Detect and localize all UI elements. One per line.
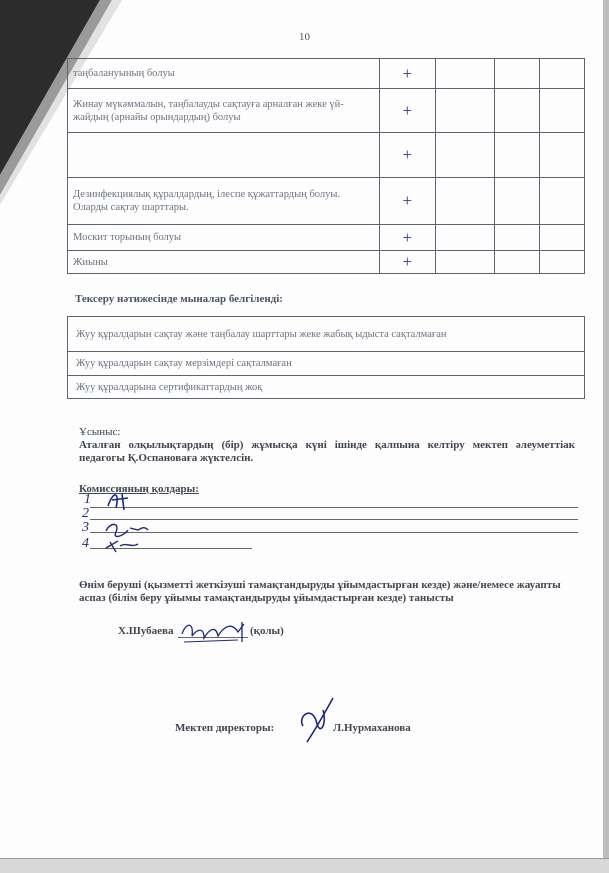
director-label: Мектеп директоры:	[175, 722, 275, 734]
finding-item: Жуу құралдарына сертификаттардың жоқ	[68, 376, 585, 399]
findings-table	[67, 316, 585, 399]
plus-mark: +	[379, 225, 435, 251]
plus-mark: +	[379, 251, 435, 274]
row-label: Жиыны	[68, 251, 380, 274]
signature-number: 3	[82, 520, 89, 535]
table-row	[68, 352, 585, 376]
signature-number: 4	[82, 536, 89, 551]
director-name: Л.Нурмаханова	[333, 722, 411, 734]
row-label: Дезинфекциялық құралдардың, ілеспе құжаттардың болуы. Оларды сақтау шарттары.	[68, 178, 380, 225]
row-label: Жинау мүкәммалын, таңбалауды сақтауға арналған жеке үй-жайдың (арнайы орындардың) болуы	[68, 89, 380, 133]
finding-item: Жуу құралдарын сақтау және таңбалау шарттары жеке жабық ыдыста сақталмаған	[68, 317, 585, 352]
recommendation-title: Ұсыныс:	[79, 426, 121, 438]
table-row	[68, 251, 585, 274]
producer-statement: Өнім беруші (қызметті жеткізуші тамақтандыруды ұйымдастырған кезде) және/немесе жауапты аспаз (білім беру ұйымы тамақтандыруды ұйымдастырған кезде) танысты	[79, 579, 561, 604]
signature-caption: (қолы)	[250, 625, 284, 637]
signature-scribble	[98, 486, 158, 556]
plus-mark: +	[379, 133, 435, 178]
row-label: таңбалануының болуы	[68, 59, 380, 89]
director-signature	[293, 696, 343, 746]
row-label	[68, 133, 380, 178]
table-row	[68, 317, 585, 352]
producer-name: Х.Шубаева	[118, 625, 174, 637]
table-row	[68, 89, 585, 133]
signature-number: 2	[82, 506, 89, 521]
finding-item: Жуу құралдарын сақтау мерзімдері сақталмаған	[68, 352, 585, 376]
table-row	[68, 178, 585, 225]
signature-line	[90, 519, 578, 520]
row-label: Москит торының болуы	[68, 225, 380, 251]
plus-mark: +	[379, 178, 435, 225]
signature-number: 1	[84, 492, 91, 507]
checklist-table	[67, 58, 585, 274]
page-number: 10	[299, 31, 310, 43]
recommendation-text: Аталған олқылықтардың (бір) жұмысқа күні ішінде қалпына келтіру мектеп әлеуметтіак педагогы Қ.Оспановаға жүктелсін.	[79, 439, 575, 464]
plus-mark: +	[379, 59, 435, 89]
table-row	[68, 225, 585, 251]
page-right-edge	[603, 0, 609, 872]
page-bottom-edge	[0, 858, 609, 873]
signature-line	[90, 532, 578, 533]
signature-line	[90, 507, 578, 508]
commission-title: Комиссияның қолдары:	[79, 483, 199, 495]
findings-heading: Тексеру нәтижесінде мыналар белгіленді:	[75, 293, 283, 305]
table-row	[68, 376, 585, 399]
table-row	[68, 133, 585, 178]
plus-mark: +	[379, 89, 435, 133]
table-row	[68, 59, 585, 89]
producer-signature	[178, 612, 256, 652]
